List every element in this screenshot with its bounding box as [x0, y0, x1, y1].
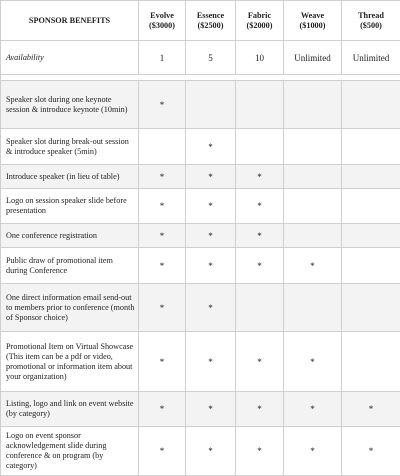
benefit-row — [1, 284, 400, 332]
tier-header-evolve: Evolve ($3000) — [139, 1, 186, 41]
tier-header-essence: Essence ($2500) — [186, 1, 236, 41]
benefit-mark: * — [139, 248, 186, 284]
benefit-label: Logo on event sponsor acknowledgement slide during conference & on program (by category) — [1, 427, 139, 476]
benefit-mark: * — [186, 165, 236, 189]
benefit-mark — [236, 81, 284, 129]
benefit-mark: * — [139, 392, 186, 427]
benefit-mark: * — [284, 332, 342, 392]
benefit-label: Public draw of promotional item during Conference — [1, 248, 139, 284]
benefit-mark — [342, 165, 400, 189]
benefit-mark: * — [236, 248, 284, 284]
benefit-row — [1, 224, 400, 248]
benefit-mark: * — [139, 427, 186, 476]
benefit-mark: * — [236, 332, 284, 392]
benefit-mark — [342, 129, 400, 165]
benefit-mark — [342, 248, 400, 284]
benefit-mark: * — [139, 224, 186, 248]
benefit-mark: * — [139, 332, 186, 392]
benefit-mark: * — [284, 427, 342, 476]
header-row — [1, 1, 400, 41]
benefit-mark: * — [139, 165, 186, 189]
benefit-mark: * — [186, 332, 236, 392]
benefit-mark — [186, 81, 236, 129]
benefit-mark — [284, 284, 342, 332]
benefit-mark: * — [186, 129, 236, 165]
availability-value: Unlimited — [342, 41, 400, 75]
benefit-mark: * — [342, 392, 400, 427]
benefit-row — [1, 189, 400, 224]
benefit-mark: * — [186, 189, 236, 224]
benefit-label: Speaker slot during break-out session & introduce speaker (5min) — [1, 129, 139, 165]
benefit-mark: * — [139, 284, 186, 332]
benefit-mark: * — [186, 392, 236, 427]
benefit-mark: * — [139, 81, 186, 129]
benefit-mark: * — [186, 224, 236, 248]
benefit-mark: * — [186, 284, 236, 332]
benefit-mark — [236, 129, 284, 165]
benefit-mark — [342, 332, 400, 392]
availability-row — [1, 41, 400, 75]
benefit-label: Speaker slot during one keynote session & introduce keynote (10min) — [1, 81, 139, 129]
benefit-label: One direct information email send-out to members prior to conference (month of Sponsor choice) — [1, 284, 139, 332]
benefit-mark — [284, 165, 342, 189]
benefit-rows — [1, 81, 400, 476]
benefit-mark — [342, 189, 400, 224]
benefit-label: One conference registration — [1, 224, 139, 248]
benefit-row — [1, 81, 400, 129]
benefit-mark: * — [236, 165, 284, 189]
availability-value: 5 — [186, 41, 236, 75]
benefit-mark — [284, 81, 342, 129]
benefit-mark — [342, 224, 400, 248]
tier-header-thread: Thread ($500) — [342, 1, 400, 41]
benefit-mark: * — [342, 427, 400, 476]
benefit-mark: * — [186, 248, 236, 284]
benefit-mark — [236, 284, 284, 332]
benefit-label: Logo on session speaker slide before presentation — [1, 189, 139, 224]
tier-header-fabric: Fabric ($2000) — [236, 1, 284, 41]
benefit-mark — [284, 129, 342, 165]
benefit-mark — [284, 224, 342, 248]
benefit-row — [1, 129, 400, 165]
benefit-mark: * — [236, 392, 284, 427]
benefit-mark — [284, 189, 342, 224]
benefit-mark: * — [186, 427, 236, 476]
benefit-mark — [342, 284, 400, 332]
benefit-row — [1, 392, 400, 427]
benefit-mark: * — [236, 427, 284, 476]
benefits-header: SPONSOR BENEFITS — [1, 1, 139, 41]
benefit-mark — [139, 129, 186, 165]
benefit-mark: * — [284, 392, 342, 427]
benefit-row — [1, 165, 400, 189]
availability-label: Availability — [1, 41, 139, 75]
benefit-row — [1, 332, 400, 392]
availability-value: Unlimited — [284, 41, 342, 75]
benefit-mark: * — [284, 248, 342, 284]
benefit-mark — [342, 81, 400, 129]
benefit-row — [1, 248, 400, 284]
tier-header-weave: Weave ($1000) — [284, 1, 342, 41]
availability-value: 10 — [236, 41, 284, 75]
benefit-mark: * — [139, 189, 186, 224]
benefit-mark: * — [236, 189, 284, 224]
availability-value: 1 — [139, 41, 186, 75]
benefit-label: Listing, logo and link on event website (by category) — [1, 392, 139, 427]
benefit-row — [1, 427, 400, 476]
benefit-label: Introduce speaker (in lieu of table) — [1, 165, 139, 189]
benefit-mark: * — [236, 224, 284, 248]
benefit-label: Promotional Item on Virtual Showcase (This item can be a pdf or video, promotional or information item about your organization) — [1, 332, 139, 392]
